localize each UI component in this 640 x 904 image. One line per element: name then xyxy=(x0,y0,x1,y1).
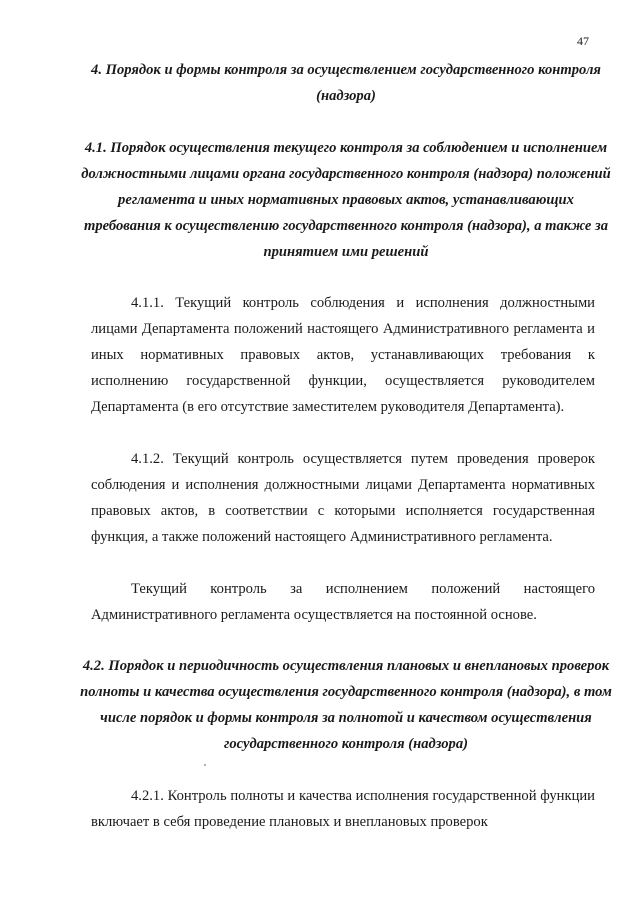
paragraph-current-control: Текущий контроль за исполнением положений настоящего Административного регламента осуществляется на постоянной основе. xyxy=(91,581,595,623)
section-4-heading: 4. Порядок и формы контроля за осуществлением государственного контроля (надзора) xyxy=(91,62,601,104)
section-4-2-heading: 4.2. Порядок и периодичность осуществления плановых и внеплановых проверок полноты и качества осуществления государственного контроля (надзора), в том числе порядок и формы контроля за полнотой и качеством осуществления государственного контроля (надзора) xyxy=(80,658,612,752)
paragraph-4-1-2: 4.1.2. Текущий контроль осуществляется путем проведения проверок соблюдения и исполнения должностными лицами Департамента нормативных правовых актов, в соответствии с которыми исполняется государственная функция, а также положений настоящего Административного регламента. xyxy=(91,451,595,545)
paragraph-4-2-1: 4.2.1. Контроль полноты и качества исполнения государственной функции включает в себя проведение плановых и внеплановых проверок xyxy=(91,788,595,830)
section-4-1-heading: 4.1. Порядок осуществления текущего контроля за соблюдением и исполнением должностными лицами органа государственного контроля (надзора) положений регламента и иных нормативных правовых актов, устанавливающих требования к осуществлению государственного контроля (надзора), а также за принятием ими решений xyxy=(81,140,611,260)
page-number: 47 xyxy=(577,34,589,48)
paragraph-4-1-1: 4.1.1. Текущий контроль соблюдения и исполнения должностными лицами Департамента положений настоящего Административного регламента и иных нормативных правовых актов, устанавливающих требования к исполнению государственной функции, осуществляется руководителем Департамента (в его отсутствие заместителем руководителя Департамента). xyxy=(91,295,595,415)
scan-artifact-dot xyxy=(204,764,206,766)
